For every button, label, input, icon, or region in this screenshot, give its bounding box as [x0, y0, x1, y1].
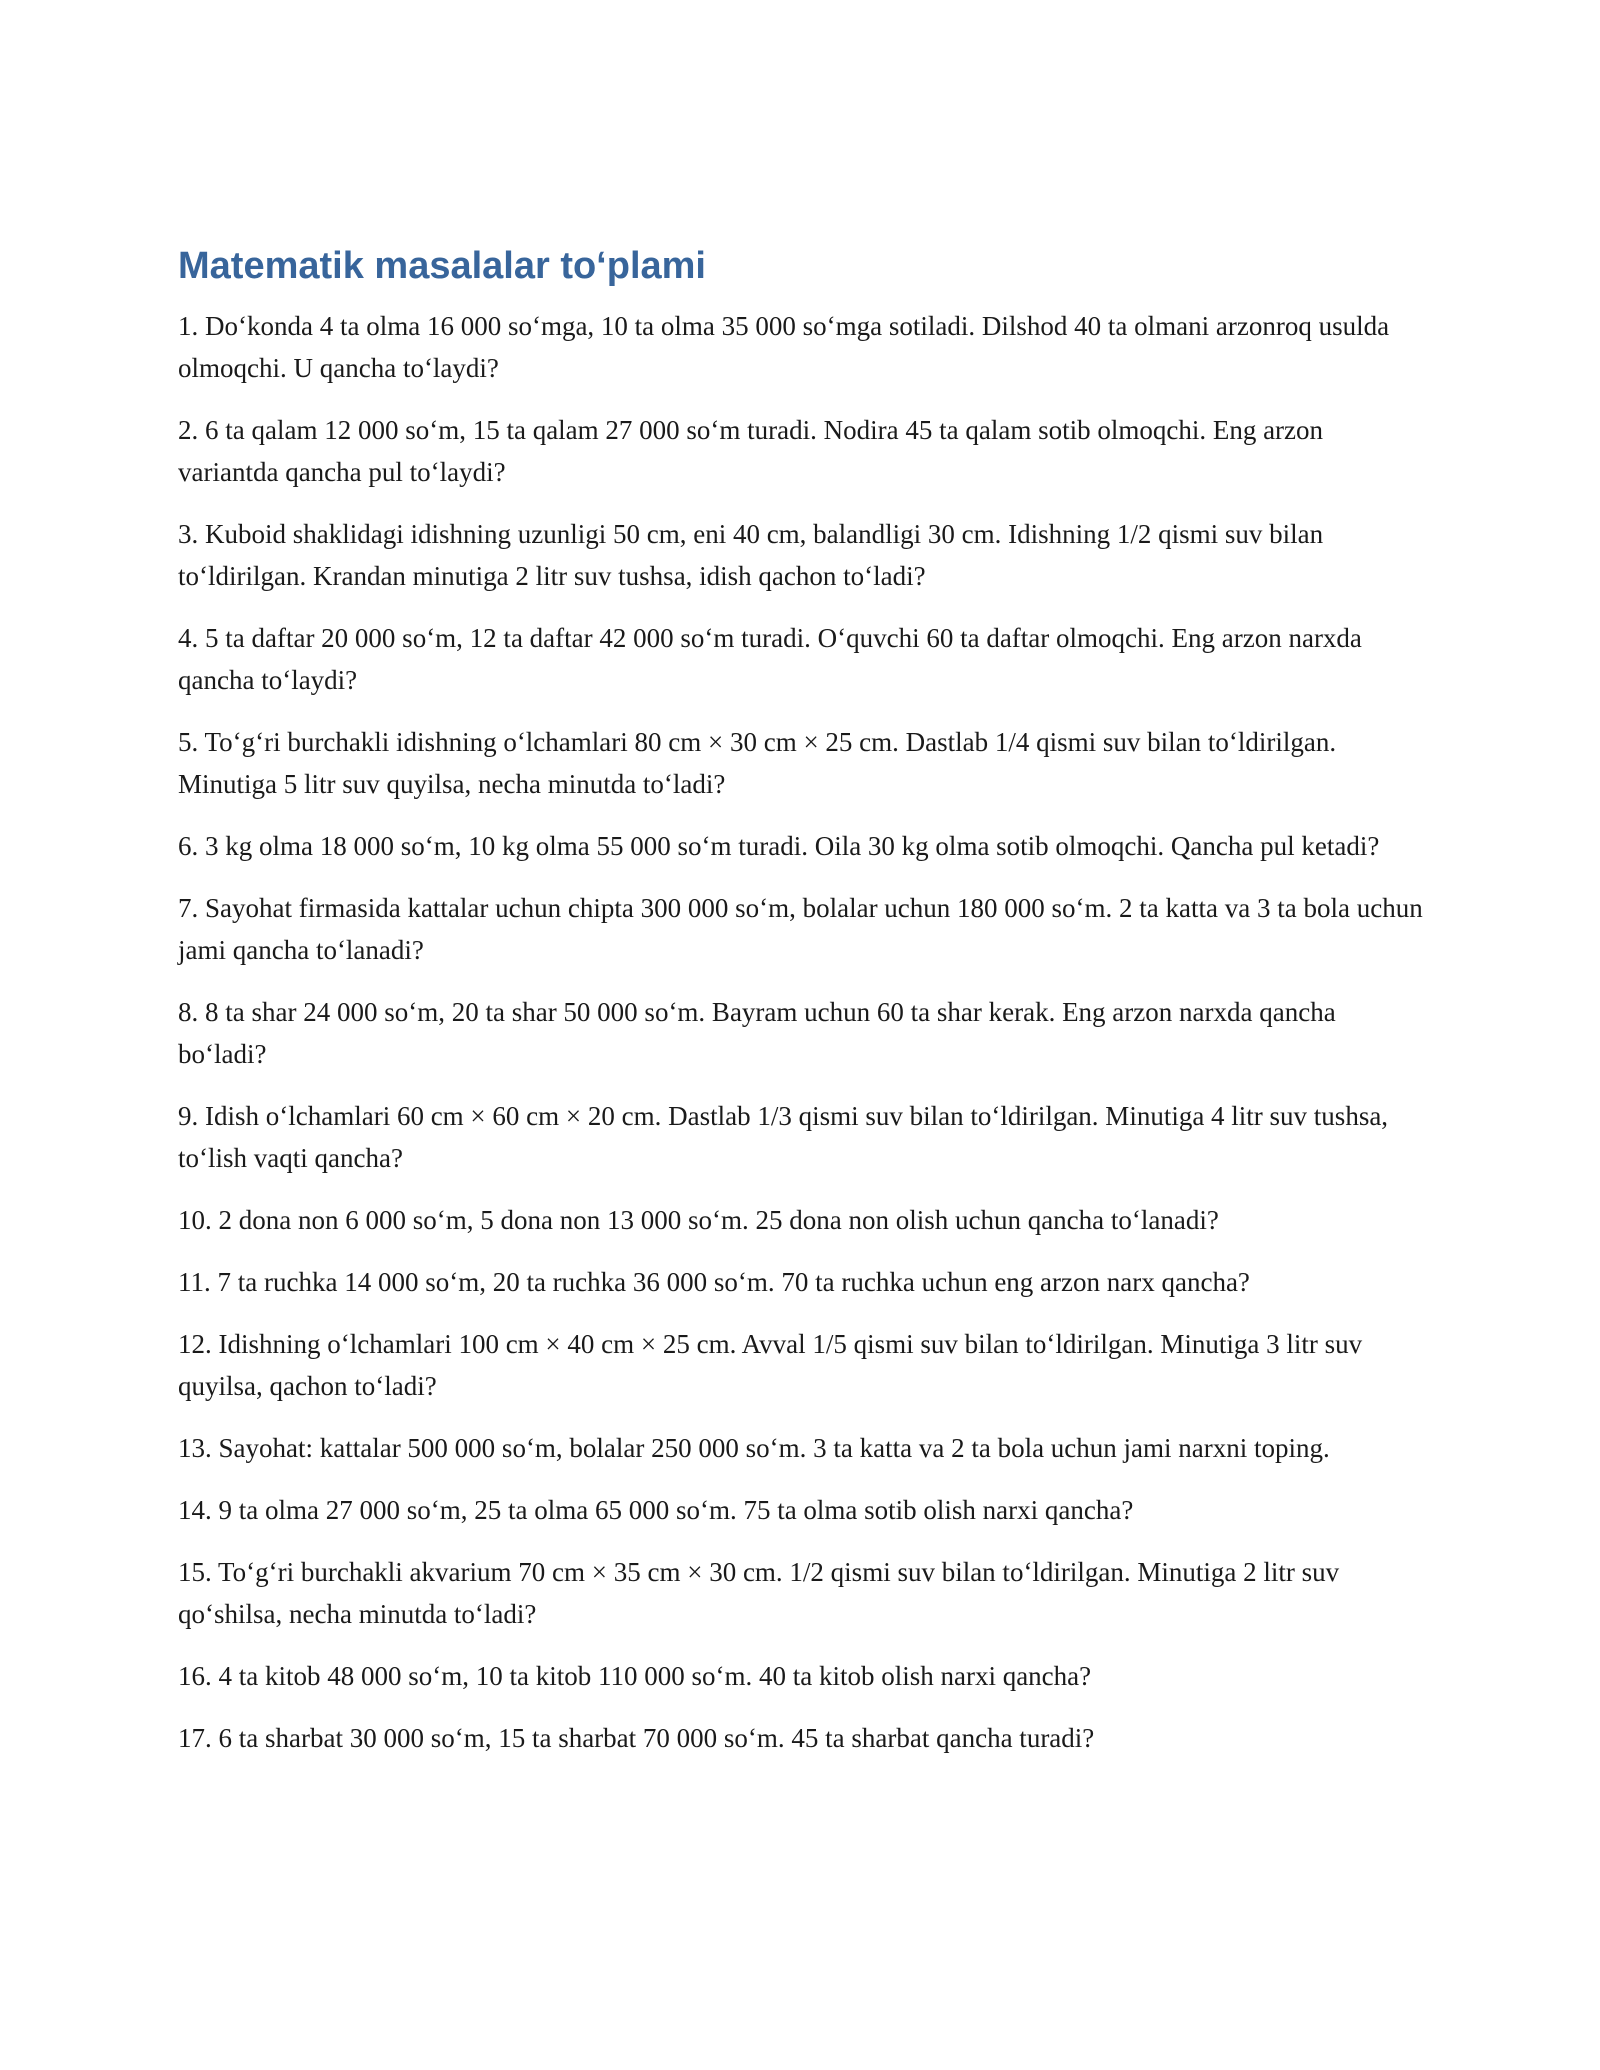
problem-item-3: 3. Kuboid shaklidagi idishning uzunligi 50 cm, eni 40 cm, balandligi 30 cm. Idishning 1/2 qismi suv bilan toʻldirilgan. Krandan minutiga 2 litr suv tushsa, idish qachon toʻladi? [178, 519, 1324, 591]
problem-item-2: 2. 6 ta qalam 12 000 soʻm, 15 ta qalam 27 000 soʻm turadi. Nodira 45 ta qalam sotib olmoqchi. Eng arzon variantda qancha pul toʻlaydi? [178, 415, 1324, 487]
problem-item-16: 16. 4 ta kitob 48 000 soʻm, 10 ta kitob 110 000 soʻm. 40 ta kitob olish narxi qancha? [178, 1661, 1092, 1691]
problem-item-9: 9. Idish oʻlchamlari 60 cm × 60 cm × 20 cm. Dastlab 1/3 qismi suv bilan toʻldirilgan. Minutiga 4 litr suv tushsa, toʻlish vaqti qancha? [178, 1101, 1389, 1173]
problem-item-10: 10. 2 dona non 6 000 soʻm, 5 dona non 13 000 soʻm. 25 dona non olish uchun qancha toʻlanadi? [178, 1205, 1219, 1235]
problem-item-12: 12. Idishning oʻlchamlari 100 cm × 40 cm × 25 cm. Avval 1/5 qismi suv bilan toʻldirilgan. Minutiga 3 litr suv quyilsa, qachon toʻladi? [178, 1329, 1363, 1401]
problem-item-4: 4. 5 ta daftar 20 000 soʻm, 12 ta daftar 42 000 soʻm turadi. Oʻquvchi 60 ta daftar olmoqchi. Eng arzon narxda qancha toʻlaydi? [178, 623, 1362, 695]
problem-item-6: 6. 3 kg olma 18 000 soʻm, 10 kg olma 55 000 soʻm turadi. Oila 30 kg olma sotib olmoqchi. Qancha pul ketadi? [178, 831, 1380, 861]
problem-item-7: 7. Sayohat firmasida kattalar uchun chipta 300 000 soʻm, bolalar uchun 180 000 soʻm. 2 ta katta va 3 ta bola uchun jami qancha toʻlanadi? [178, 893, 1423, 965]
page-title: Matematik masalalar toʻplami [178, 245, 706, 287]
problem-list [178, 305, 1424, 1759]
problem-item-1: 1. Doʻkonda 4 ta olma 16 000 soʻmga, 10 ta olma 35 000 soʻmga sotiladi. Dilshod 40 ta olmani arzonroq usulda olmoqchi. U qancha toʻlaydi? [178, 311, 1390, 383]
problem-item-11: 11. 7 ta ruchka 14 000 soʻm, 20 ta ruchka 36 000 soʻm. 70 ta ruchka uchun eng arzon narx qancha? [178, 1267, 1250, 1297]
problem-item-15: 15. Toʻgʻri burchakli akvarium 70 cm × 35 cm × 30 cm. 1/2 qismi suv bilan toʻldirilgan. Minutiga 2 litr suv qoʻshilsa, necha minutda toʻladi? [178, 1557, 1340, 1629]
problem-item-17: 17. 6 ta sharbat 30 000 soʻm, 15 ta sharbat 70 000 soʻm. 45 ta sharbat qancha turadi? [178, 1723, 1095, 1753]
problem-item-14: 14. 9 ta olma 27 000 soʻm, 25 ta olma 65 000 soʻm. 75 ta olma sotib olish narxi qancha? [178, 1495, 1134, 1525]
problem-item-13: 13. Sayohat: kattalar 500 000 soʻm, bolalar 250 000 soʻm. 3 ta katta va 2 ta bola uchun jami narxni toping. [178, 1433, 1330, 1463]
problem-item-5: 5. Toʻgʻri burchakli idishning oʻlchamlari 80 cm × 30 cm × 25 cm. Dastlab 1/4 qismi suv bilan toʻldirilgan. Minutiga 5 litr suv quyilsa, necha minutda toʻladi? [178, 727, 1337, 799]
problem-item-8: 8. 8 ta shar 24 000 soʻm, 20 ta shar 50 000 soʻm. Bayram uchun 60 ta shar kerak. Eng arzon narxda qancha boʻladi? [178, 997, 1336, 1069]
